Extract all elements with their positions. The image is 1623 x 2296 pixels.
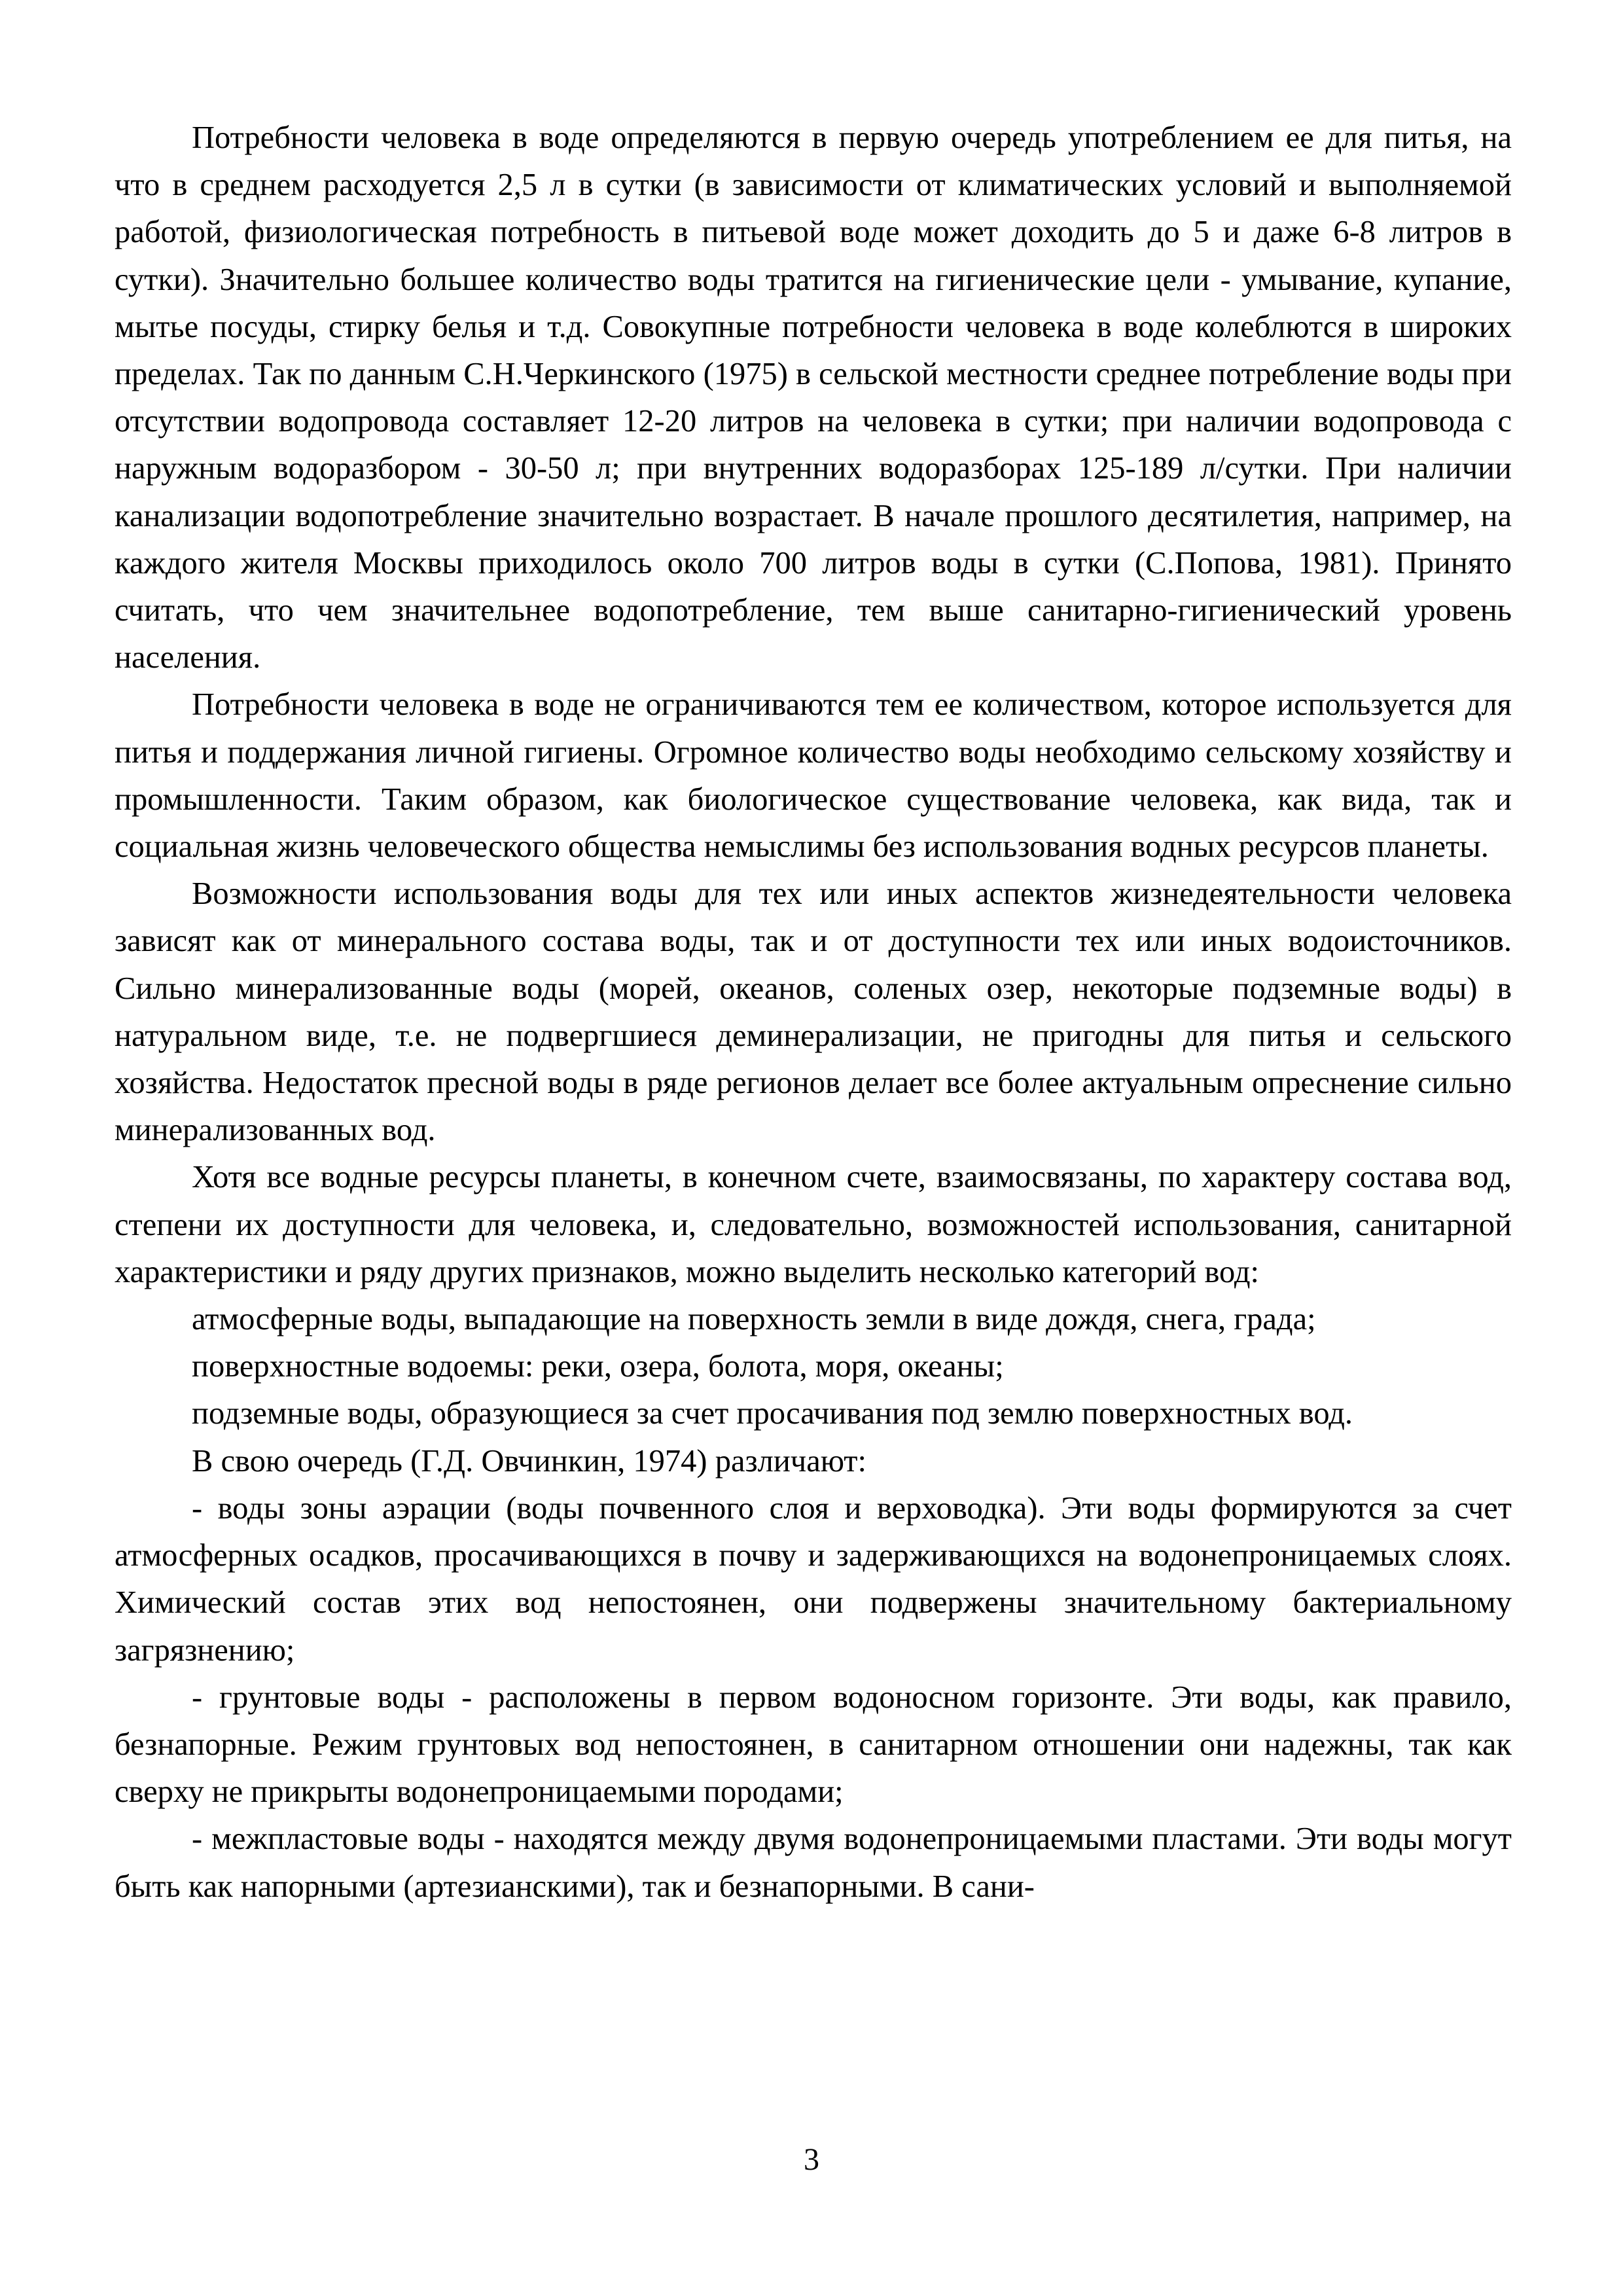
list-item-atmospheric-waters: атмосферные воды, выпадающие на поверхность земли в виде дождя, снега, града; xyxy=(192,1302,1316,1337)
list-item-ground-waters: - грунтовые воды - расположены в первом водоносном горизонте. Эти воды, как правило, безнапорные. Режим грунтовых вод непостоянен, в санитарном отношении они надежны, так как сверху не прикрыты водонепроницаемыми породами; xyxy=(115,1679,1512,1810)
paragraph-water-consumption: Потребности человека в воде определяются в первую очередь употреблением ее для питья, на что в среднем расходуется 2,5 л в сутки (в зависимости от климатических условий и выполняемой работой, физиологическая потребность в питьевой воде может доходить до 5 и даже 6-8 литров в сутки). Значительно большее количество воды тратится на гигиенические цели - умывание, купание, мытье посуды, стирку белья и т.д. Совокупные потребности человека в воде колеблются в широких пределах. Так по данным С.Н.Черкинского (1975) в сельской местности среднее потребление воды при отсутствии водопровода составляет 12-20 литров на человека в сутки; при наличии водопровода с наружным водоразбором - 30-50 л; при внутренних водоразборах 125-189 л/сутки. При наличии канализации водопотребление значительно возрастает. В начале прошлого десятилетия, например, на каждого жителя Москвы приходилось около 700 литров воды в сутки (С.Попова, 1981). Принято считать, что чем значительнее водопотребление, тем выше санитарно-гигиенический уровень населения. xyxy=(115,120,1512,675)
list-item-underground-waters: подземные воды, образующиеся за счет просачивания под землю поверхностных вод. xyxy=(192,1396,1353,1431)
paragraph-water-usage-possibilities: Возможности использования воды для тех или иных аспектов жизнедеятельности человека зависят как от минерального состава воды, так и от доступности тех или иных водоисточников. Сильно минерализованные воды (морей, океанов, соленых озер, некоторые подземные воды) в натуральном виде, т.е. не подвергшиеся деминерализации, не пригодны для питья и сельского хозяйства. Недостаток пресной воды в ряде регионов делает все более актуальным опреснение сильно минерализованных вод. xyxy=(115,876,1512,1148)
list-item-aeration-zone-waters: - воды зоны аэрации (воды почвенного слоя и верховодка). Эти воды формируются за счет атмосферных осадков, просачивающихся в почву и задерживающихся на водонепроницаемых слоях. Химический состав этих вод непостоянен, они подвержены значительному бактериальному загрязнению; xyxy=(115,1490,1512,1668)
document-body xyxy=(115,115,1512,1910)
list-item-surface-waters: поверхностные водоемы: реки, озера, болота, моря, океаны; xyxy=(192,1349,1004,1384)
list-item-interstratal-waters: - межпластовые воды - находятся между двумя водонепроницаемыми пластами. Эти воды могут быть как напорными (артезианскими), так и безнапорными. В сани- xyxy=(115,1821,1512,1904)
paragraph-water-needs: Потребности человека в воде не ограничиваются тем ее количеством, которое используется для питья и поддержания личной гигиены. Огромное количество воды необходимо сельскому хозяйству и промышленности. Таким образом, как биологическое существование человека, как вида, так и социальная жизнь человеческого общества немыслимы без использования водных ресурсов планеты. xyxy=(115,687,1512,865)
paragraph-water-categories: Хотя все водные ресурсы планеты, в конечном счете, взаимосвязаны, по характеру состава вод, степени их доступности для человека, и, следовательно, возможностей использования, санитарной характеристики и ряду других признаков, можно выделить несколько категорий вод: xyxy=(115,1160,1512,1289)
page-number: 3 xyxy=(804,2142,819,2177)
paragraph-classification-intro: В свою очередь (Г.Д. Овчинкин, 1974) различают: xyxy=(192,1443,866,1479)
